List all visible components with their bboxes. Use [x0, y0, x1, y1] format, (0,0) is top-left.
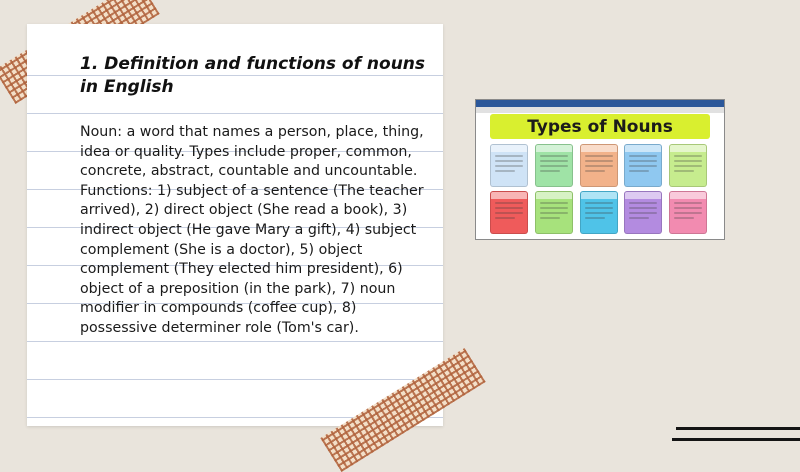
noun-card-title-bar: [491, 192, 527, 199]
noun-card-text-line: [629, 165, 657, 167]
noun-card-text-line: [585, 207, 613, 209]
noun-card-text-line: [540, 212, 568, 214]
noun-card-text-line: [629, 202, 657, 204]
noun-card-text-line: [585, 170, 605, 172]
noun-card-text-line: [495, 207, 523, 209]
slide-title: 1. Definition and functions of nouns in English: [80, 54, 426, 97]
noun-card: [669, 191, 707, 234]
noun-card-title-bar: [491, 145, 527, 152]
image-window-titlebar: [476, 100, 724, 107]
slide-body-text: Noun: a word that names a person, place, thing, idea or quality. Types include proper, common, concrete, abstract, countable and uncountable. Functions: 1) subject of a sentence (The teacher arrived), 2) direct object (She read a book), 3) indirect object (He gave Mary a gift), 4) subject complement (She is a doctor), 5) object complement (They elected him president), 6) object of a preposition (in the park), 7) noun modifier in compounds (coffee cup), 8) possessive determiner role (Tom's car).: [80, 124, 424, 336]
noun-card-text-line: [629, 155, 657, 157]
noun-card-title-bar: [581, 192, 617, 199]
noun-card-text-line: [585, 212, 613, 214]
noun-card: [580, 144, 618, 187]
noun-card-text-line: [495, 170, 515, 172]
noun-card-text-line: [674, 160, 702, 162]
noun-card-text-line: [495, 165, 523, 167]
noun-card-title-bar: [625, 145, 661, 152]
noun-card-text-line: [540, 207, 568, 209]
noun-card-text-line: [540, 165, 568, 167]
noun-card-text-line: [674, 165, 702, 167]
noun-card-text-line: [540, 160, 568, 162]
noun-card: [669, 144, 707, 187]
noun-card-text-line: [540, 170, 560, 172]
noun-card: [580, 191, 618, 234]
noun-card-title-bar: [670, 192, 706, 199]
noun-card-title-bar: [670, 145, 706, 152]
noun-card-text-line: [674, 212, 702, 214]
noun-card-text-line: [629, 212, 657, 214]
noun-card-text-line: [585, 217, 605, 219]
noun-card-text-line: [585, 165, 613, 167]
noun-card: [490, 144, 528, 187]
noun-card-text-line: [674, 207, 702, 209]
noun-card: [535, 191, 573, 234]
noun-card-text-line: [585, 155, 613, 157]
noun-card-title-bar: [536, 145, 572, 152]
noun-card-text-line: [540, 202, 568, 204]
noun-card-text-line: [585, 202, 613, 204]
noun-card-text-line: [495, 212, 523, 214]
noun-card: [490, 191, 528, 234]
noun-card-text-line: [674, 202, 702, 204]
noun-card-text-line: [495, 155, 523, 157]
image-window-toolbar: [476, 107, 724, 113]
noun-card-text-line: [674, 170, 694, 172]
image-heading: Types of Nouns: [490, 114, 710, 139]
noun-card: [624, 191, 662, 234]
noun-card-text-line: [585, 160, 613, 162]
noun-card-text-line: [629, 217, 649, 219]
noun-card-title-bar: [625, 192, 661, 199]
types-of-nouns-image: [475, 99, 725, 240]
noun-card-title-bar: [536, 192, 572, 199]
noun-card-text-line: [674, 155, 702, 157]
noun-card-title-bar: [581, 145, 617, 152]
noun-card-text-line: [540, 155, 568, 157]
noun-card-text-line: [540, 217, 560, 219]
noun-card-text-line: [674, 217, 694, 219]
noun-card-text-line: [495, 202, 523, 204]
noun-card-text-line: [629, 160, 657, 162]
decorative-line-1: [676, 427, 800, 430]
noun-card: [535, 144, 573, 187]
noun-card-text-line: [495, 217, 515, 219]
noun-card: [624, 144, 662, 187]
noun-card-text-line: [629, 170, 649, 172]
decorative-line-2: [672, 438, 800, 441]
noun-card-text-line: [629, 207, 657, 209]
noun-card-text-line: [495, 160, 523, 162]
